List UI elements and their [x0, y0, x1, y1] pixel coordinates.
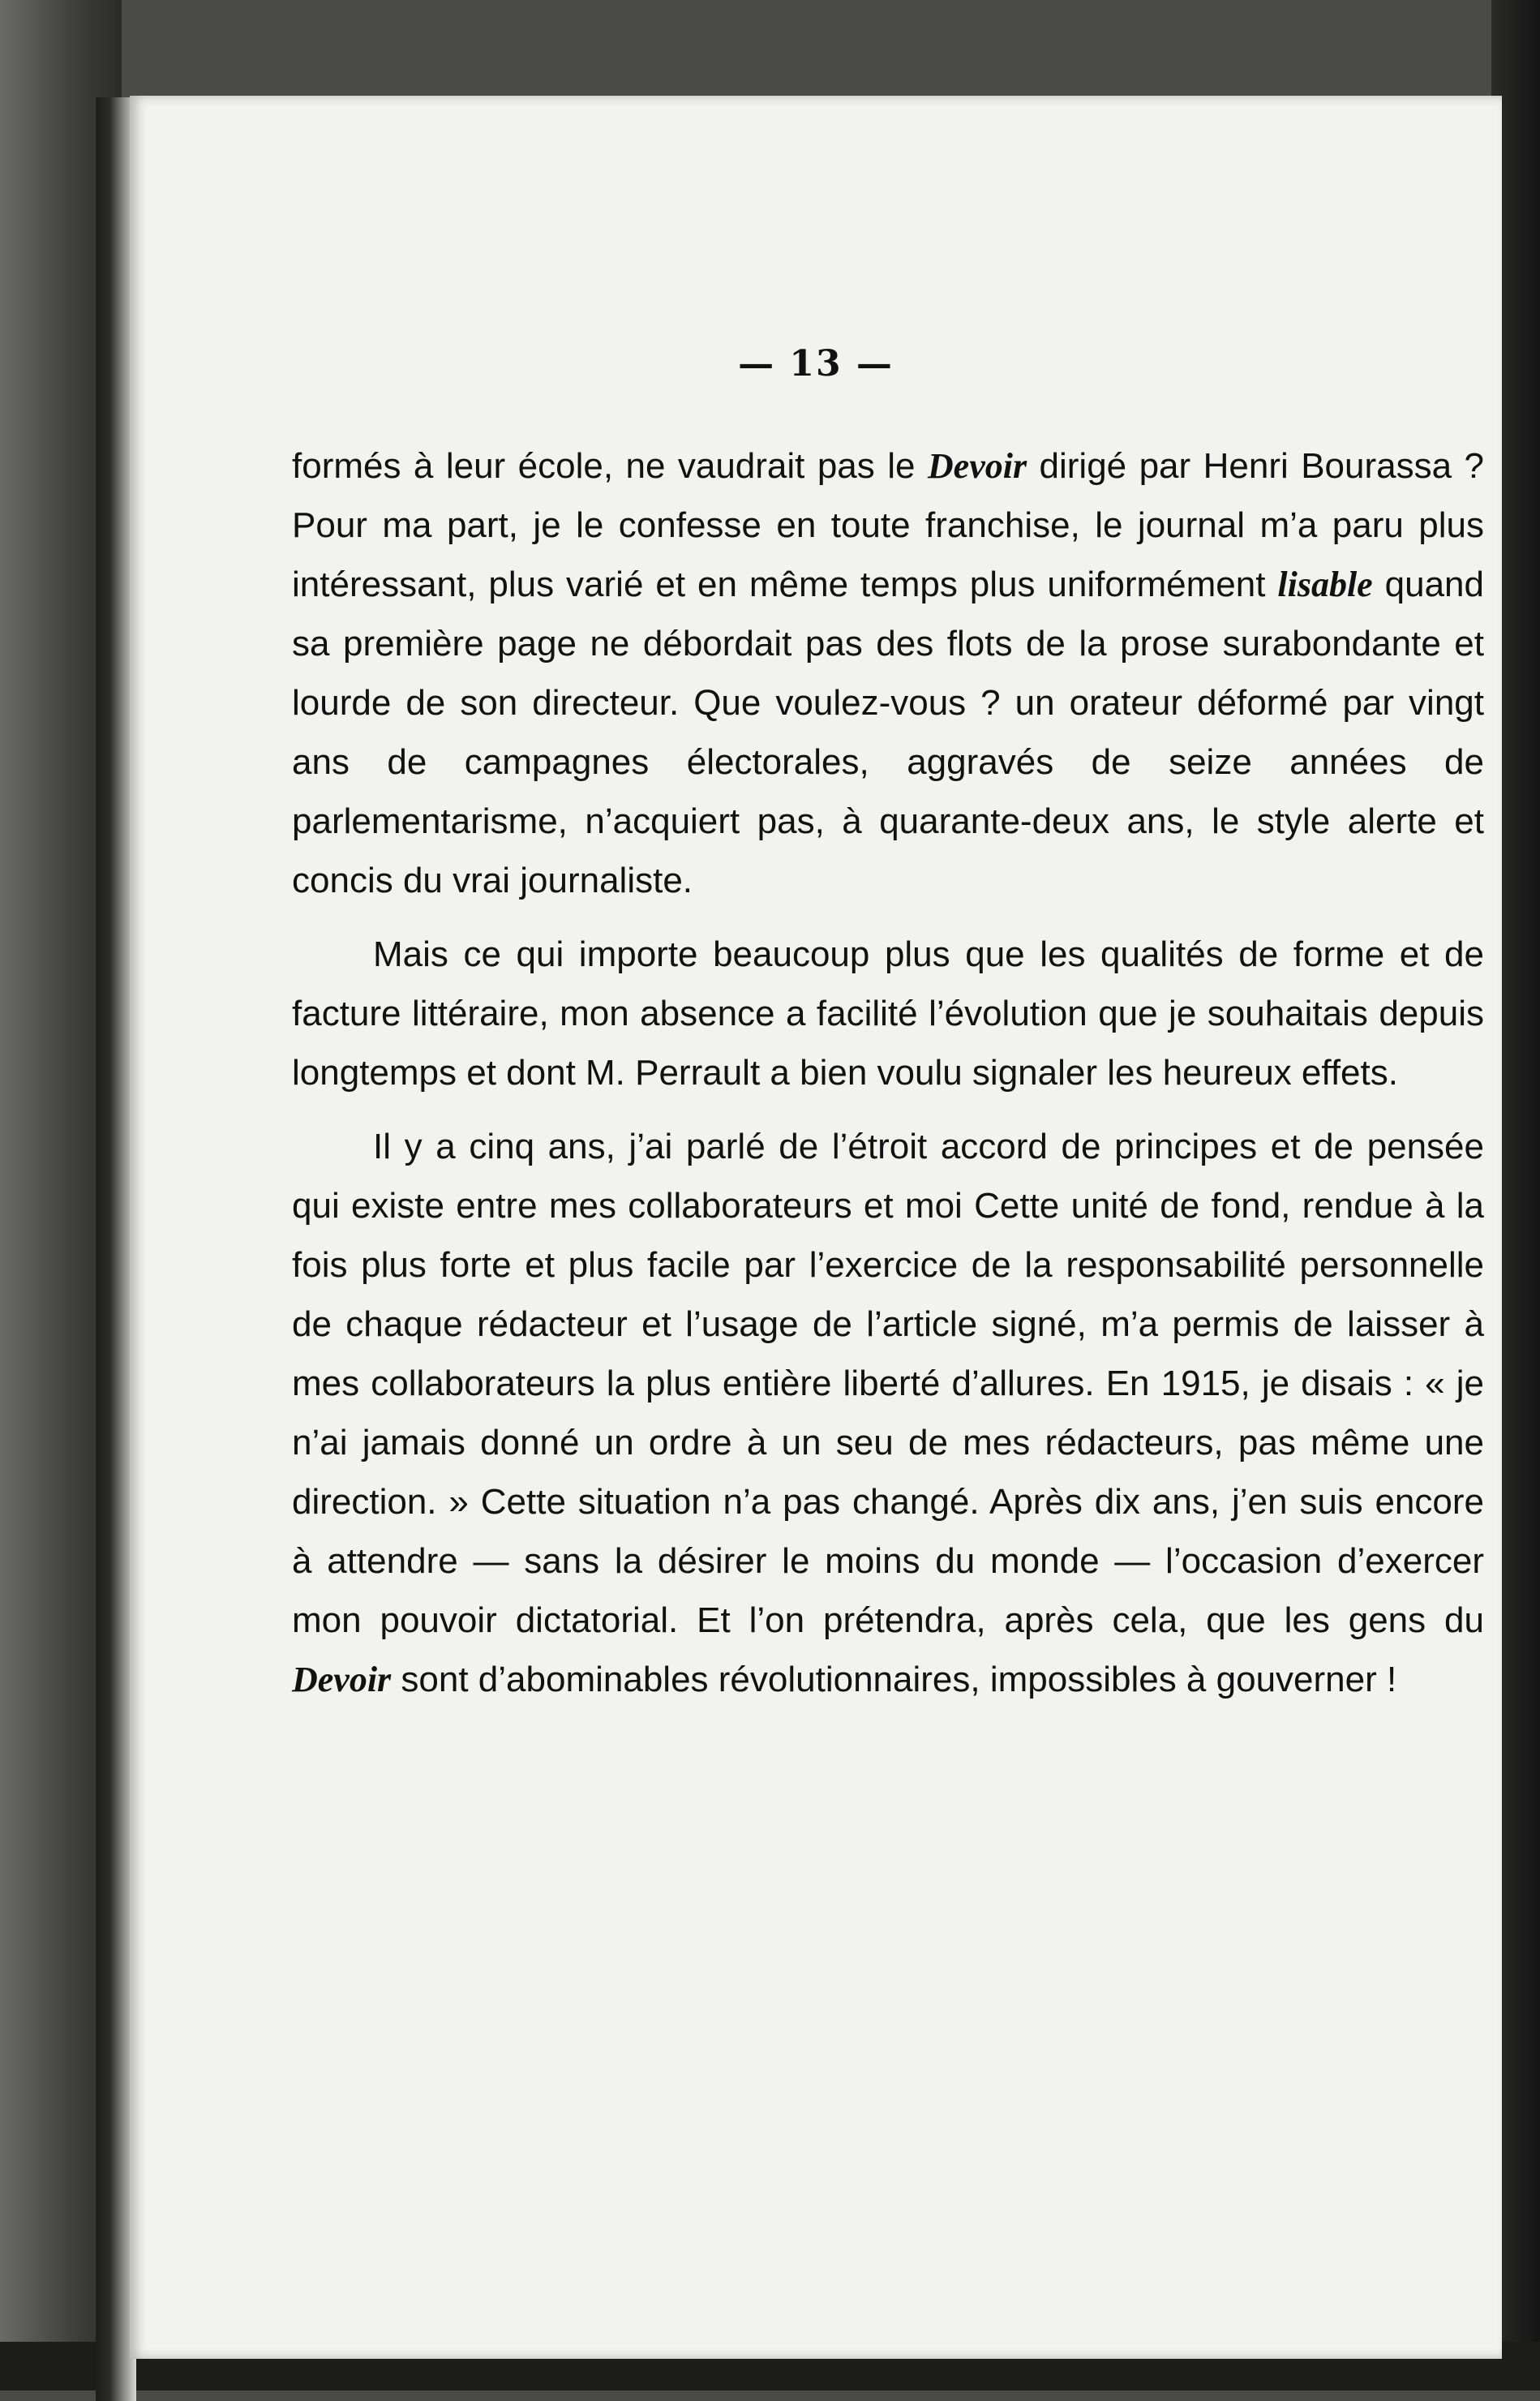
text-run: formés à leur école, ne vaudrait pas le — [292, 446, 928, 486]
italic-text: lisable — [1277, 565, 1373, 604]
text-run: sont d’abominables révolutionnaires, impossibles à gouverner ! — [391, 1660, 1397, 1699]
italic-text: Devoir — [927, 446, 1027, 486]
text-run: quand sa première page ne débordait pas des flots de la prose surabondante et lourde de son directeur. Que voulez-vous ? un orateur déformé par vingt ans de campagnes électorales, aggravés de seize années de parlementarisme, n’acquiert pas, à quarante-deux ans, le style alerte et concis du vrai journaliste. — [292, 565, 1484, 900]
text-run: dirigé par Henri Bourassa ? Pour ma part, je le confesse en toute franchise, le journal m’a paru plus intéressant, plus varié et en même temps plus uniformément — [292, 446, 1484, 604]
paragraph — [292, 925, 1484, 1102]
text-run: Mais ce qui importe beaucoup plus que les qualités de forme et de facture littéraire, mon absence a facilité l’évolution que je souhaitais depuis longtemps et dont M. Perrault a bien voulu signaler les heureux effets. — [292, 934, 1484, 1093]
book-page — [130, 96, 1502, 2359]
paragraph — [292, 436, 1484, 910]
page-body — [292, 436, 1484, 1709]
italic-text: Devoir — [292, 1660, 392, 1699]
paragraph — [292, 1117, 1484, 1709]
text-run: Il y a cinq ans, j’ai parlé de l’étroit accord de principes et de pensée qui existe entre mes collaborateurs et moi Cette unité de fond, rendue à la fois plus forte et plus facile par l’exercice de la responsabilité personnelle de chaque rédacteur et l’usage de l’article signé, m’a permis de laisser à mes collaborateurs la plus entière liberté d’allures. En 1915, je disais : « je n’ai jamais donné un ordre à un seu de mes rédacteurs, pas même une direction. » Cette situation n’a pas changé. Après dix ans, j’en suis encore à attendre — sans la désirer le moins du monde — l’occasion d’exercer mon pouvoir dictatorial. Et l’on prétendra, après cela, que les gens du — [292, 1127, 1484, 1640]
page-number: — 13 — — [738, 343, 894, 384]
